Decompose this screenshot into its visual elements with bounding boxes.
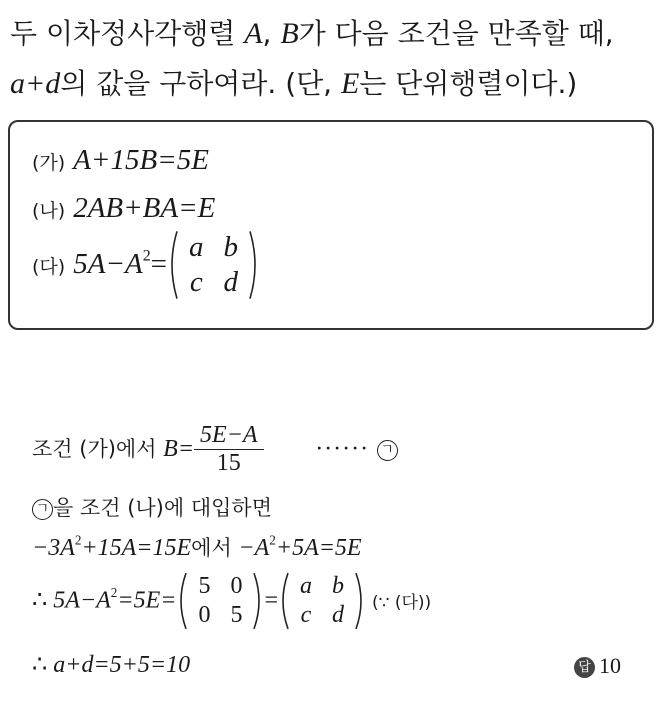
matrix-abcd [278,572,366,630]
condition-expression: A+15B=5E [73,144,209,176]
solution-text: 에서 [191,536,239,560]
equation-ref-circle-icon: ㄱ [32,499,53,520]
solution-expression: 5A−A [53,587,111,614]
right-paren-icon [248,230,260,300]
left-paren-icon [278,572,290,630]
comma: , [262,17,281,50]
therefore-symbol: ∴ [32,587,54,614]
matrix-cell: a [300,573,312,599]
equals-sign: = [150,248,168,280]
matrix-cell: a [189,231,204,263]
problem-text: 두 이차정사각행렬 [10,17,245,50]
solution-line-3 [32,532,362,562]
matrix-cell: b [223,231,239,263]
solution-expression: −A [238,535,270,561]
answer [574,653,621,679]
exponent: 2 [110,584,118,600]
fraction-denominator: 15 [216,450,241,476]
solution-expression: B= [163,436,195,462]
problem-line-2 [10,62,577,102]
condition-lhs: 5A−A [73,248,143,280]
right-paren-icon [252,572,264,630]
matrix-5E [176,572,264,630]
exponent: 2 [74,532,82,548]
condition-expression: 2AB+BA=E [73,192,216,224]
identity-symbol: E [340,67,360,100]
matrix-cell: c [189,266,203,298]
problem-text: 의 값을 구하여라. (단, [60,67,341,100]
condition-tag: (다) [32,256,66,278]
matrix-cell: 0 [230,573,243,599]
fraction [194,422,264,477]
solution-text: 조건 (가)에서 [32,437,164,461]
therefore-symbol: ∴ [32,652,54,678]
matrix-B-symbol: B [280,17,299,50]
condition-tag: (가) [32,152,66,174]
matrix-cell: d [223,266,239,298]
condition-ga [32,142,209,177]
matrix-cell: c [300,602,312,628]
problem-text: 가 다음 조건을 만족할 때, [298,17,614,50]
equation-ref-circle-icon: ㄱ [377,440,398,461]
exponent: 2 [142,247,151,265]
exponent: 2 [269,532,276,548]
matrix-cell: 5 [198,573,211,599]
problem-line-1 [10,12,614,52]
solution-expression: −3A [32,535,75,561]
fraction-numerator: 5E−A [194,422,264,450]
target-expression: a+d [10,67,61,100]
final-expression: a+d=5+5=10 [53,652,191,678]
condition-tag: (나) [32,200,66,222]
solution-expression: =5E= [117,587,177,614]
matrix-cell: 5 [230,602,243,628]
solution-expression: +5A=5E [275,535,362,561]
answer-value: 10 [599,653,621,678]
condition-matrix [167,230,260,300]
solution-line-5 [32,650,190,679]
answer-badge-icon: 답 [574,657,595,678]
left-paren-icon [176,572,188,630]
matrix-cell: b [332,573,344,599]
matrix-cell: d [332,602,344,628]
right-paren-icon [354,572,366,630]
left-paren-icon [167,230,179,300]
problem-text: 는 단위행렬이다.) [359,67,578,100]
condition-da [32,230,260,300]
reason-note: (∵ (다)) [372,592,432,613]
solution-expression: +15A=15E [81,535,192,561]
equals-sign: = [264,587,278,614]
solution-line-4 [32,572,431,630]
condition-na [32,190,215,225]
solution-line-2 [32,492,272,522]
matrix-A-symbol: A [244,17,263,50]
solution-line-1 [32,422,398,477]
matrix-cell: 0 [198,602,211,628]
solution-text: 을 조건 (나)에 대입하면 [53,496,272,520]
ellipsis: ······ [315,436,370,462]
